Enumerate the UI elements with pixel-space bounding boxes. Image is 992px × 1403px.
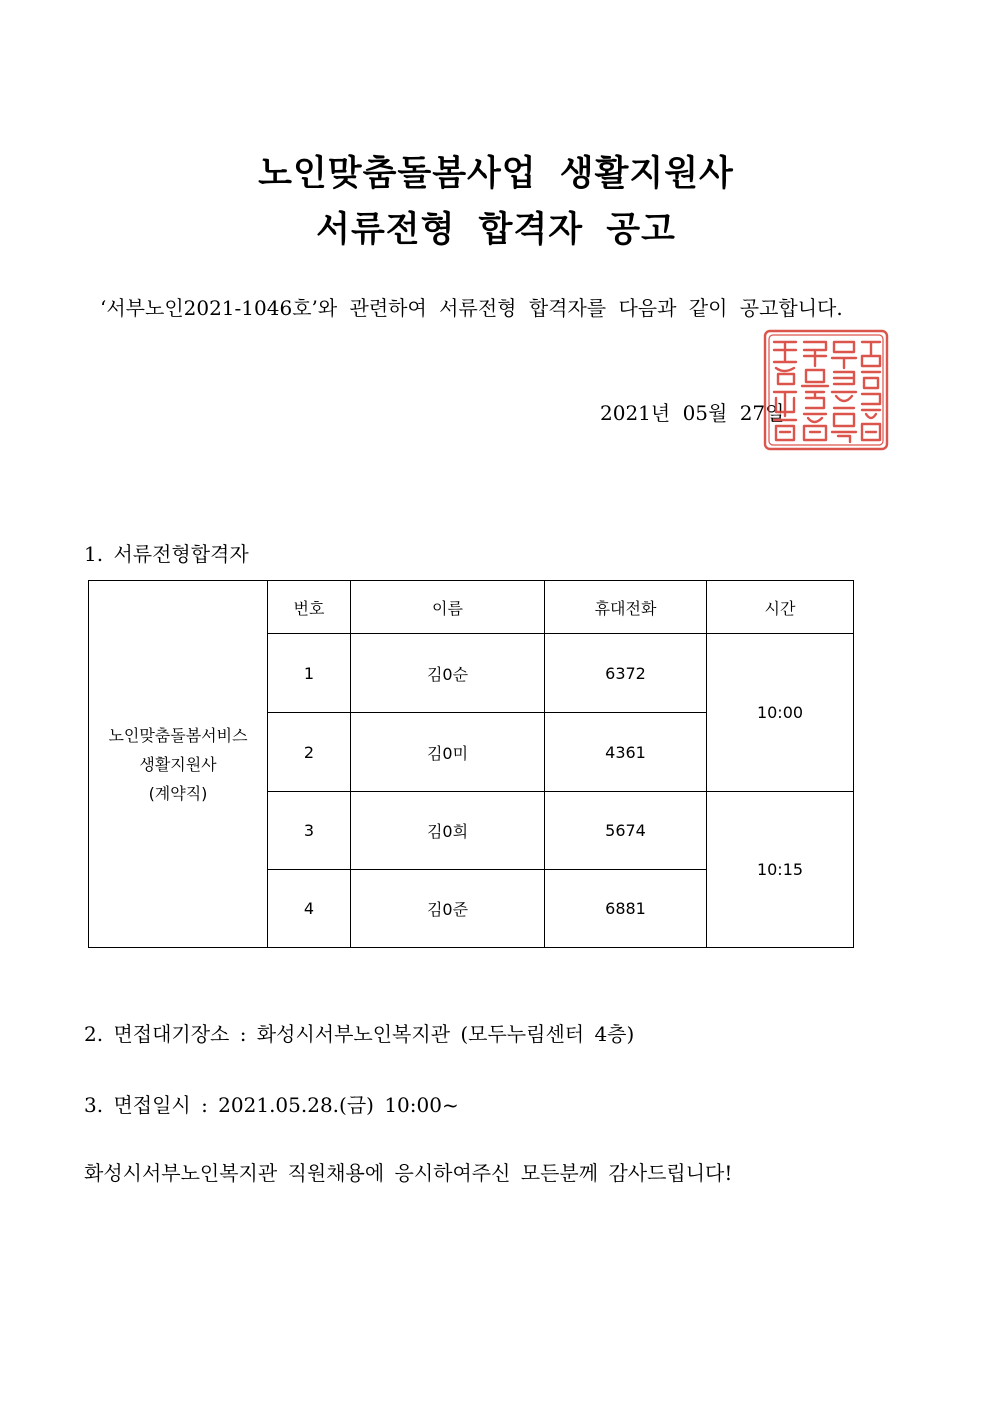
interview-datetime: 3. 면접일시 : 2021.05.28.(금) 10:00~ xyxy=(84,1093,459,1117)
time-slot: 10:00 xyxy=(707,634,854,792)
notice-date: 2021년 05월 27일 xyxy=(600,401,785,425)
header-number: 번호 xyxy=(268,581,351,634)
intro-paragraph: ‘서부노인2021-1046호’와 관련하여 서류전형 합격자를 다음과 같이 공고합니다. xyxy=(100,296,843,320)
row-number: 3 xyxy=(268,792,351,870)
section1-heading: 1. 서류전형합격자 xyxy=(84,542,249,566)
row-name: 김0희 xyxy=(351,792,545,870)
job-category-line2: 생활지원사 xyxy=(139,754,217,774)
header-phone: 휴대전화 xyxy=(545,581,707,634)
job-category-cell xyxy=(89,581,268,948)
header-name: 이름 xyxy=(351,581,545,634)
time-slot: 10:15 xyxy=(707,792,854,948)
applicant-table xyxy=(88,580,854,948)
row-phone: 6372 xyxy=(545,634,707,713)
official-seal-icon xyxy=(762,328,890,452)
row-phone: 6881 xyxy=(545,870,707,948)
row-number: 4 xyxy=(268,870,351,948)
page-title-line1: 노인맞춤돌봄사업 생활지원사 xyxy=(258,154,734,194)
closing-message: 화성시서부노인복지관 직원채용에 응시하여주신 모든분께 감사드립니다! xyxy=(84,1161,733,1185)
job-category-line1: 노인맞춤돌봄서비스 xyxy=(108,725,248,745)
page-title-line2: 서류전형 합격자 공고 xyxy=(316,210,676,250)
row-number: 2 xyxy=(268,713,351,792)
header-time: 시간 xyxy=(707,581,854,634)
row-name: 김0미 xyxy=(351,713,545,792)
row-phone: 4361 xyxy=(545,713,707,792)
job-category-line3: (계약직) xyxy=(148,783,208,803)
interview-location: 2. 면접대기장소 : 화성시서부노인복지관 (모두누림센터 4층) xyxy=(84,1022,635,1046)
row-phone: 5674 xyxy=(545,792,707,870)
row-number: 1 xyxy=(268,634,351,713)
row-name: 김0준 xyxy=(351,870,545,948)
row-name: 김0순 xyxy=(351,634,545,713)
